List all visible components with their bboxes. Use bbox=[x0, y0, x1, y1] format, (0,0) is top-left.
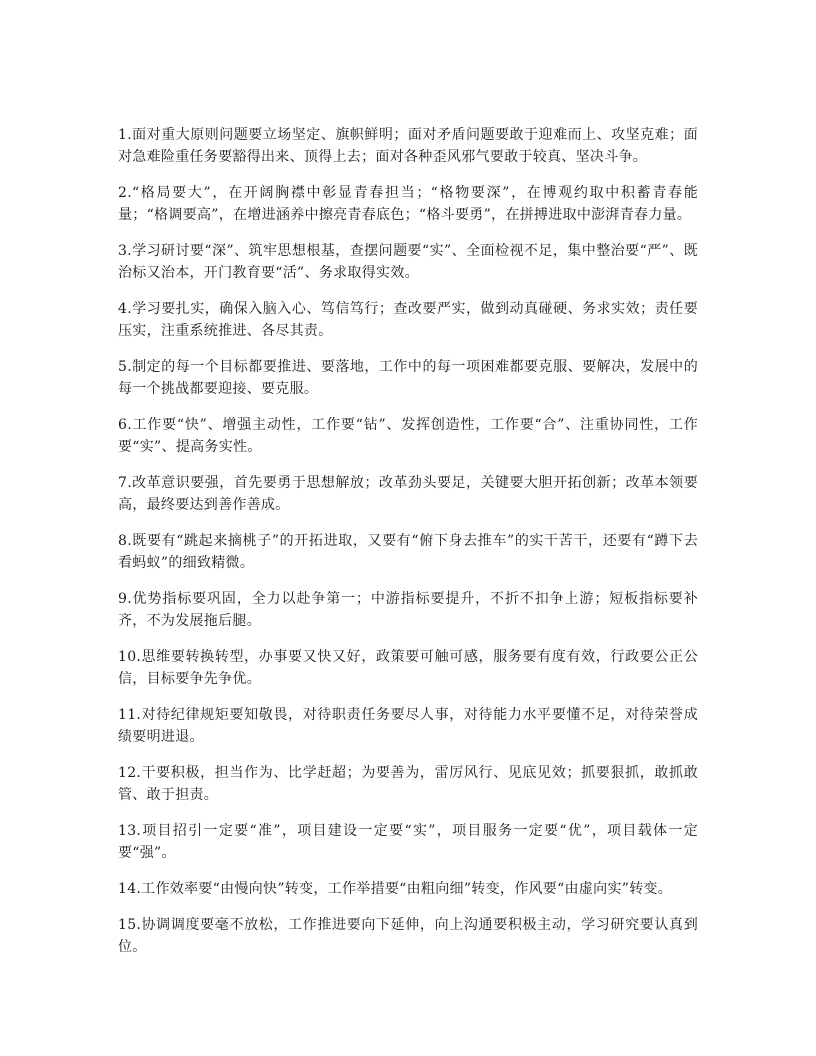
paragraph-8: 8.既要有“跳起来摘桃子”的开拓进取，又要有“俯下身去推车”的实干苦干，还要有“蹲下去看蚂蚁”的细致精微。 bbox=[118, 533, 698, 571]
paragraph-14: 14.工作效率要“由慢向快”转变，工作举措要“由粗向细”转变，作风要“由虚向实”转变。 bbox=[118, 881, 673, 897]
paragraph-5: 5.制定的每一个目标都要推进、要落地，工作中的每一项困难都要克服、要解决，发展中的每一个挑战都要迎接、要克服。 bbox=[118, 359, 698, 397]
paragraph-13: 13.项目招引一定要“准”，项目建设一定要“实”，项目服务一定要“优”，项目载体一定要“强”。 bbox=[118, 823, 698, 861]
paragraph-6: 6.工作要“快”、增强主动性，工作要“钻”、发挥创造性，工作要“合”、注重协同性，工作要“实”、提高务实性。 bbox=[118, 417, 698, 455]
paragraph-4: 4.学习要扎实，确保入脑入心、笃信笃行；查改要严实，做到动真碰硬、务求实效；责任要压实，注重系统推进、各尽其责。 bbox=[118, 301, 698, 339]
paragraph-9: 9.优势指标要巩固，全力以赴争第一；中游指标要提升，不折不扣争上游；短板指标要补齐，不为发展拖后腿。 bbox=[118, 591, 698, 629]
paragraph-1: 1.面对重大原则问题要立场坚定、旗帜鲜明；面对矛盾问题要敢于迎难而上、攻坚克难；面对急难险重任务要豁得出来、顶得上去；面对各种歪风邪气要敢于较真、坚决斗争。 bbox=[118, 127, 698, 165]
paragraph-7: 7.改革意识要强，首先要勇于思想解放；改革劲头要足，关键要大胆开拓创新；改革本领要高，最终要达到善作善成。 bbox=[118, 475, 698, 513]
paragraph-12: 12.干要积极，担当作为、比学赶超；为要善为，雷厉风行、见底见效；抓要狠抓，敢抓敢管、敢于担责。 bbox=[118, 765, 698, 803]
paragraph-3: 3.学习研讨要“深”、筑牢思想根基，查摆问题要“实”、全面检视不足，集中整治要“严”、既治标又治本，开门教育要“活”、务求取得实效。 bbox=[118, 243, 698, 281]
paragraph-2: 2.“格局要大”，在开阔胸襟中彰显青春担当；“格物要深”，在博观约取中积蓄青春能量；“格调要高”，在增进涵养中擦亮青春底色；“格斗要勇”，在拼搏进取中澎湃青春力量。 bbox=[118, 185, 698, 223]
paragraph-15: 15.协调调度要毫不放松，工作推进要向下延伸，向上沟通要积极主动，学习研究要认真到位。 bbox=[118, 917, 698, 955]
paragraph-10: 10.思维要转换转型，办事要又快又好，政策要可触可感，服务要有度有效，行政要公正公信，目标要争先争优。 bbox=[118, 649, 698, 687]
paragraph-11: 11.对待纪律规矩要知敬畏，对待职责任务要尽人事，对待能力水平要懂不足，对待荣誉成绩要明进退。 bbox=[118, 707, 698, 745]
document-body bbox=[118, 124, 698, 972]
